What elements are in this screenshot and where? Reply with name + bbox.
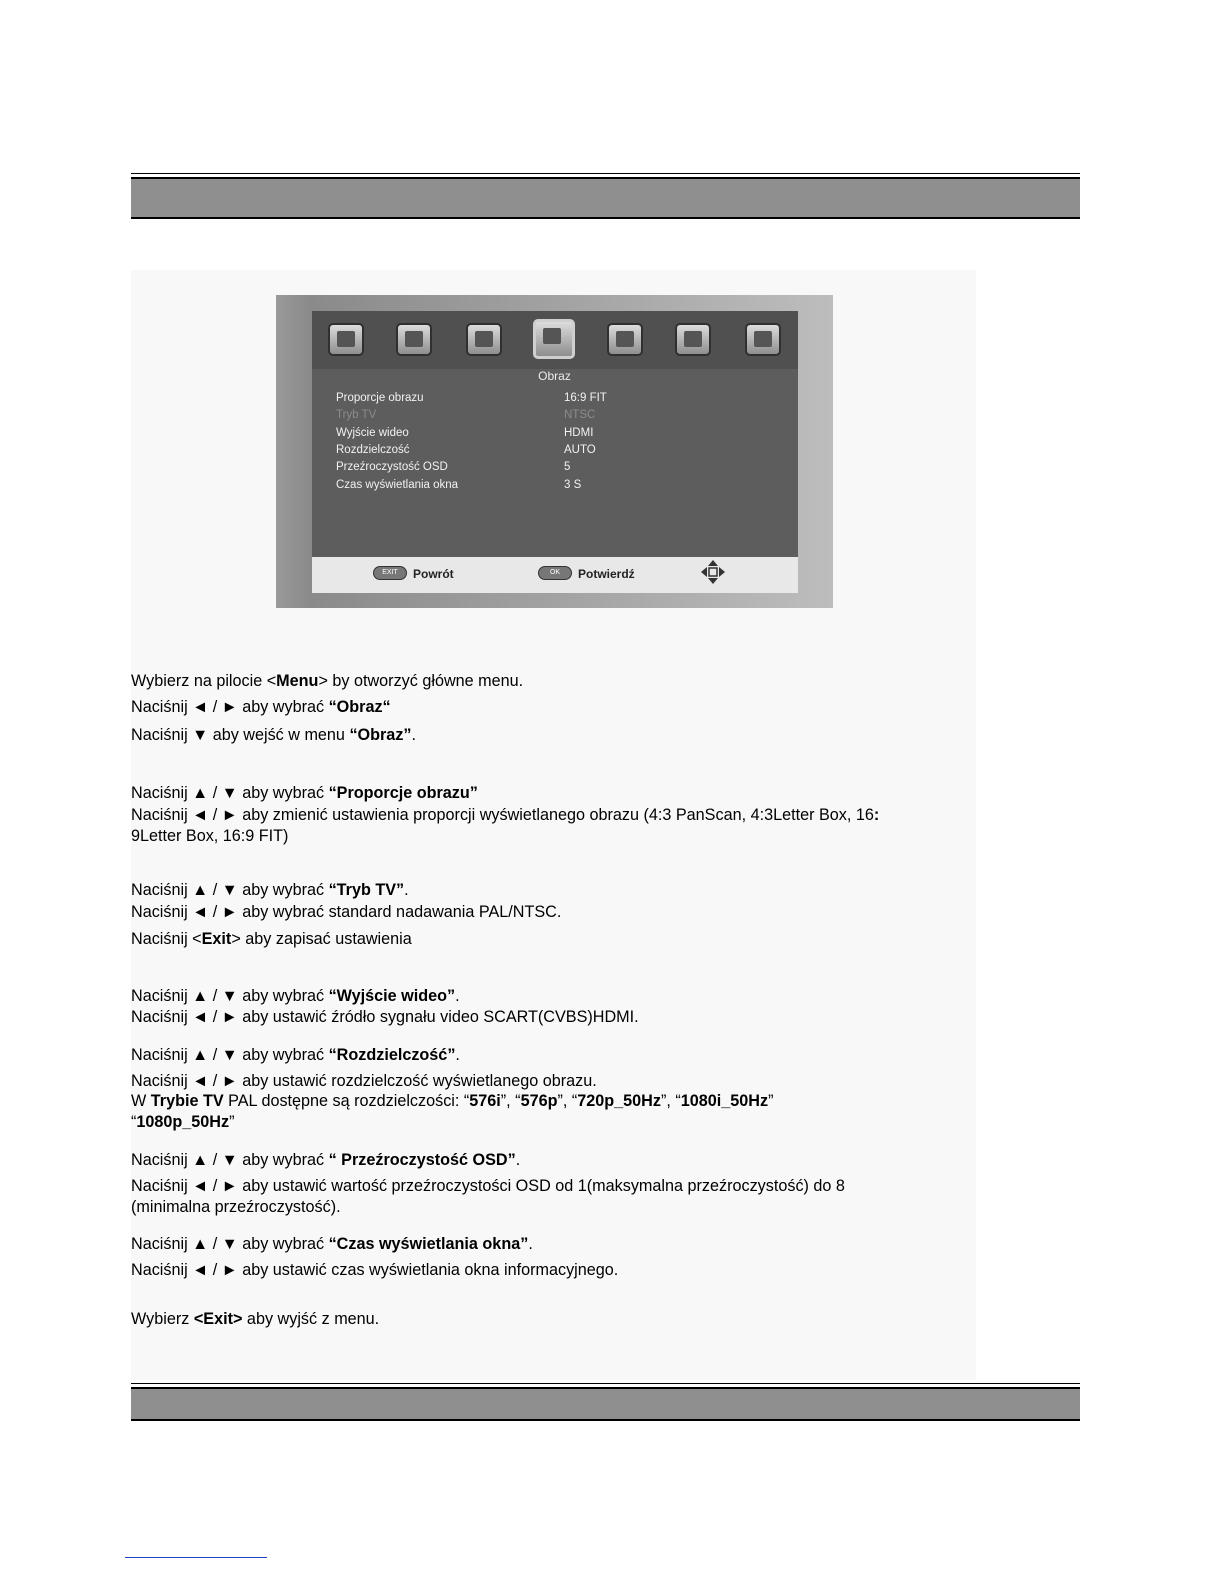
osd-row-label: Przeźroczystość OSD [336,461,448,473]
header-bar [131,177,1080,219]
instruction-line: Naciśnij ◄ / ► aby wybrać standard nadawania PAL/NTSC. [131,903,562,921]
picture-icon [533,319,575,359]
instruction-line: Naciśnij ▲ / ▼ aby wybrać “Czas wyświetlania okna”. [131,1235,533,1253]
instruction-line: Wybierz <Exit> aby wyjść z menu. [131,1310,380,1328]
instruction-line: Naciśnij ◄ / ► aby ustawić czas wyświetlania okna informacyjnego. [131,1261,619,1279]
instruction-line: Naciśnij ▲ / ▼ aby wybrać “Proporcje obrazu” [131,784,478,802]
osd-row-value: HDMI [564,427,594,439]
footer-band [131,1383,1080,1423]
footer-rule [131,1383,1080,1384]
navigation-arrows-icon [700,559,726,585]
instruction-line: “1080p_50Hz” [131,1113,235,1131]
osd-row-label: Tryb TV [336,409,377,421]
exit-key-label: Powrót [413,567,454,581]
ok-key-icon: OK [538,566,572,580]
instruction-line: Naciśnij ◄ / ► aby ustawić wartość przeźroczystości OSD od 1(maksymalna przeźroczystość) do 8 [131,1177,845,1195]
video-icon [396,323,432,356]
header-rule [131,173,1080,174]
instruction-line: W Trybie TV PAL dostępne są rozdzielczości: “576i”, “576p”, “720p_50Hz”, “1080i_50Hz” [131,1092,774,1110]
instruction-line: Naciśnij ◄ / ► aby ustawić źródło sygnału video SCART(CVBS)HDMI. [131,1008,639,1026]
instruction-line: Naciśnij ◄ / ► aby wybrać “Obraz“ [131,698,391,716]
instruction-line: (minimalna przeźroczystość). [131,1198,341,1216]
instruction-line: Naciśnij ▲ / ▼ aby wybrać “Wyjście wideo”. [131,987,460,1005]
media-player-icon [745,323,781,356]
osd-screenshot [276,295,833,608]
osd-menu-title: Obraz [538,369,571,383]
instruction-line: Wybierz na pilocie <Menu> by otworzyć główne menu. [131,672,524,690]
instruction-line: Naciśnij ◄ / ► aby ustawić rozdzielczość wyświetlanego obrazu. [131,1072,597,1090]
osd-row-value: NTSC [564,409,596,421]
osd-row-label: Czas wyświetlania okna [336,479,459,491]
language-icon [607,323,643,356]
instruction-line: Naciśnij ▲ / ▼ aby wybrać “ Przeźroczystość OSD”. [131,1151,521,1169]
osd-row-value: 3 S [564,479,582,491]
footer-bar [131,1387,1080,1421]
settings-icon [675,323,711,356]
osd-row-value: 5 [564,461,571,473]
instruction-line: Naciśnij ▲ / ▼ aby wybrać “Rozdzielczość”. [131,1046,460,1064]
osd-row-label: Proporcje obrazu [336,392,424,404]
osd-row-label: Wyjście wideo [336,427,409,439]
instruction-line: Naciśnij ▲ / ▼ aby wybrać “Tryb TV”. [131,881,409,899]
exit-key-icon: EXIT [373,566,407,580]
instruction-line: Naciśnij ◄ / ► aby zmienić ustawienia proporcji wyświetlanego obrazu (4:3 PanScan, 4:3Letter Box, 16: [131,806,880,824]
osd-row-label: Rozdzielczość [336,444,410,456]
instruction-line: Naciśnij <Exit> aby zapisać ustawienia [131,930,412,948]
instruction-line: 9Letter Box, 16:9 FIT) [131,827,289,845]
ok-key-label: Potwierdź [578,567,635,581]
instruction-line: Naciśnij ▼ aby wejść w menu “Obraz”. [131,726,417,744]
tv-program-icon [328,323,364,356]
header-band [131,173,1080,221]
osd-row-value: AUTO [564,444,596,456]
osd-row-value: 16:9 FIT [564,392,607,404]
clock-icon [466,323,502,356]
footnote-link-line [125,1557,267,1558]
